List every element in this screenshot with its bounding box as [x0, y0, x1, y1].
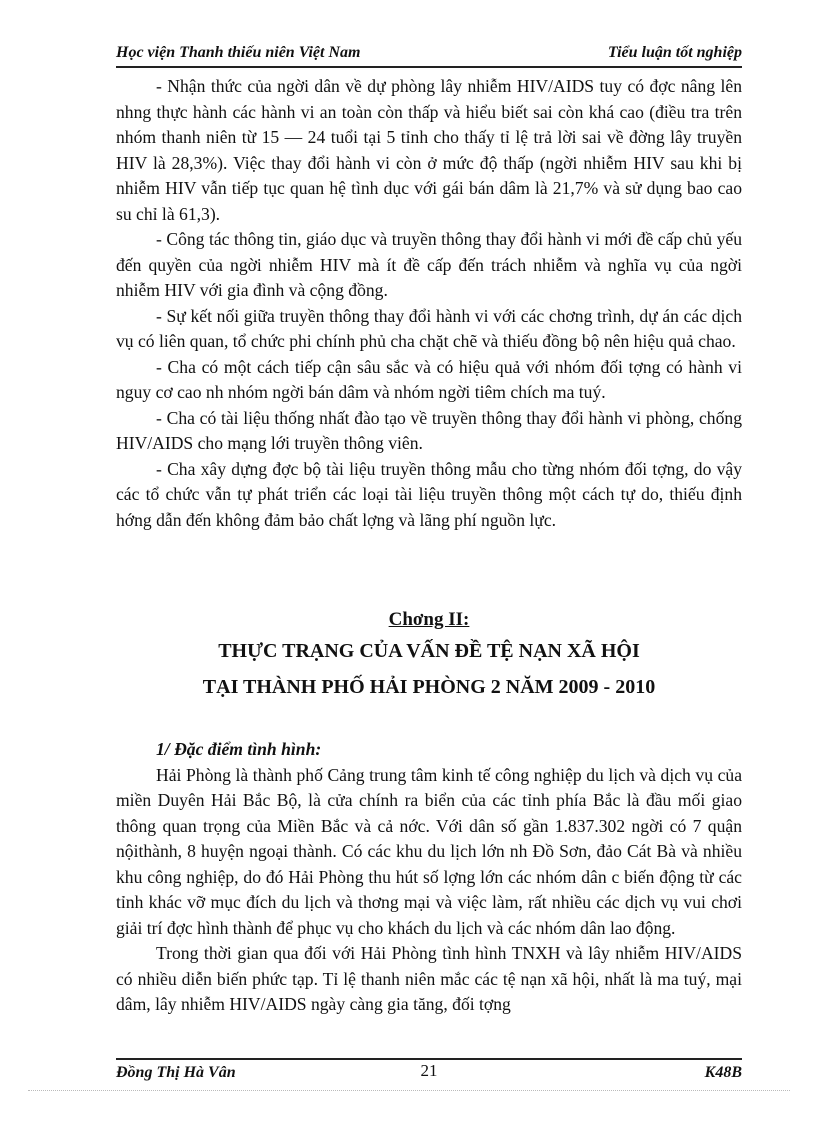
page-number: 21: [420, 1061, 438, 1080]
paragraph: - Cha xây dựng đợc bộ tài liệu truyền thông mẫu cho từng nhóm đối tợng, do vậy các tổ chức vẫn tự phát triển các loại tài liệu truyền thông một cách tự do, thiếu định hớng dẫn đến không đảm bảo chất lợng và lãng phí nguồn lực.: [116, 458, 742, 530]
paragraph: Hải Phòng là thành phố Cảng trung tâm kinh tế công nghiệp du lịch và dịch vụ của miền Duyên Hải Bắc Bộ, là cửa chính ra biển của các tỉnh phía Bắc là đầu mối giao thông quan trọng của Miền Bắc và cả nớc. Với dân số gần 1.837.302 ngời có 7 quận nộithành, 8 huyện ngoại thành. Có các khu du lịch lớn nh Đồ Sơn, đảo Cát Bà và nhiều khu công nghiệp, do đó Hải Phòng thu hút số lợng lớn các nhóm dân c biến động từ các tỉnh khác vỡ mục đích du lịch và thơng mại và việc làm, rất nhiều các dịch vụ vui chơi giải trí đợc hình thành để phục vụ cho khách du lịch và các nhóm dân lao động.: [116, 764, 742, 938]
section-heading: 1/ Đặc điểm tình hình:: [156, 739, 322, 759]
body-text-top: [116, 74, 742, 533]
paragraph: - Sự kết nối giữa truyền thông thay đổi hành vi với các chơng trình, dự án các dịch vụ có liên quan, tổ chức phi chính phủ cha chặt chẽ và thiếu đồng bộ nên hiệu quả chao.: [116, 305, 742, 351]
paragraph: - Công tác thông tin, giáo dục và truyền thông thay đổi hành vi mới đề cấp chủ yếu đến quyền của ngời nhiễm HIV mà ít đề cấp đến trách nhiễm và nghĩa vụ của ngời nhiễm HIV với gia đình và cộng đồng.: [116, 229, 742, 300]
chapter-title-line-1: THỰC TRẠNG CỦA VẤN ĐỀ TỆ NẠN XÃ HỘI: [218, 640, 640, 662]
page-header: [116, 42, 742, 68]
footer-class-code: K48B: [704, 1064, 742, 1081]
chapter-label: Chơng II:: [388, 609, 470, 630]
header-document-type: Tiểu luận tốt nghiệp: [607, 44, 742, 61]
footer-author: Đồng Thị Hà Vân: [116, 1064, 236, 1081]
page-bottom-divider: [28, 1090, 790, 1091]
page-footer: [116, 1058, 742, 1084]
section-body: [116, 737, 742, 1018]
paragraph: - Cha có một cách tiếp cận sâu sắc và có hiệu quả với nhóm đối tợng có hành vi nguy cơ cao nh nhóm ngời bán dâm và nhóm ngời tiêm chích ma tuý.: [116, 356, 742, 402]
paragraph: Trong thời gian qua đối với Hải Phòng tình hình TNXH và lây nhiễm HIV/AIDS có nhiều diễn biến phức tạp. Tỉ lệ thanh niên mắc các tệ nạn xã hội, nhất là ma tuý, mại dâm, lây nhiễm HIV/AIDS ngày càng gia tăng, đối tợng: [116, 943, 742, 1014]
paragraph: - Cha có tài liệu thống nhất đào tạo về truyền thông thay đổi hành vi phòng, chống HIV/AIDS cho mạng lới truyền thông viên.: [116, 407, 742, 453]
chapter-title-line-2: TẠI THÀNH PHỐ HẢI PHÒNG 2 NĂM 2009 - 2010: [202, 676, 656, 698]
paragraph: - Nhận thức của ngời dân về dự phòng lây nhiễm HIV/AIDS tuy có đợc nâng lên nhng thực hành các hành vi an toàn còn thấp và hiểu biết sai còn khá cao (điều tra trên nhóm thanh niên từ 15 — 24 tuổi tại 5 tỉnh cho thấy tỉ lệ trả lời sai về đờng lây truyền HIV là 28,3%). Việc thay đổi hành vi còn ở mức độ thấp (ngời nhiễm HIV sau khi bị nhiễm HIV vẫn tiếp tục quan hệ tình dục với gái bán dâm là 21,7% và sử dụng bao cao su chỉ là 61,3).: [116, 76, 742, 224]
header-institution: Học viện Thanh thiếu niên Việt Nam: [116, 44, 361, 61]
